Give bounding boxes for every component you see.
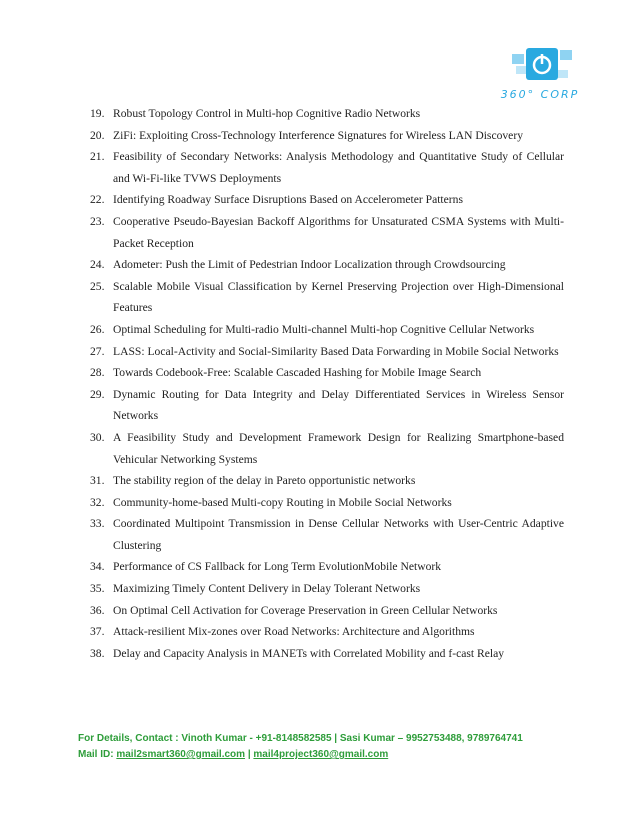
list-item xyxy=(90,600,564,622)
item-title: Cooperative Pseudo-Bayesian Backoff Algorithms for Unsaturated CSMA Systems with Multi-Packet Reception xyxy=(113,214,564,250)
item-number: 33. xyxy=(90,517,105,531)
item-title: The stability region of the delay in Pareto opportunistic networks xyxy=(113,474,416,488)
item-title: Scalable Mobile Visual Classification by Kernel Preserving Projection over High-Dimensional Features xyxy=(113,279,564,315)
list-item xyxy=(90,513,564,556)
list-item xyxy=(90,103,564,125)
item-title: Attack-resilient Mix-zones over Road Networks: Architecture and Algorithms xyxy=(113,625,475,639)
item-number: 36. xyxy=(90,603,105,617)
item-title: ZiFi: Exploiting Cross-Technology Interference Signatures for Wireless LAN Discovery xyxy=(113,128,523,142)
list-item xyxy=(90,384,564,427)
item-number: 23. xyxy=(90,214,105,228)
item-number: 21. xyxy=(90,150,105,164)
item-title: Delay and Capacity Analysis in MANETs with Correlated Mobility and f-cast Relay xyxy=(113,646,505,660)
list-item xyxy=(90,211,564,254)
list-item xyxy=(90,578,564,600)
item-title: Feasibility of Secondary Networks: Analysis Methodology and Quantitative Study of Cellular and Wi-Fi-like TVWS Deployments xyxy=(113,150,564,185)
item-number: 32. xyxy=(90,495,105,509)
item-number: 24. xyxy=(90,258,105,272)
contact-line: For Details, Contact : Vinoth Kumar - +91-8148582585 | Sasi Kumar – 9952753488, 9789764741 xyxy=(78,733,523,744)
mail-label: Mail ID: xyxy=(78,749,117,760)
email-link-1[interactable]: mail2smart360@gmail.com xyxy=(116,749,246,760)
item-title: Coordinated Multipoint Transmission in Dense Cellular Networks with User-Centric Adaptive Clustering xyxy=(113,517,564,552)
item-number: 31. xyxy=(90,474,105,488)
paper-list xyxy=(90,103,564,664)
item-number: 19. xyxy=(90,107,105,120)
item-title: Dynamic Routing for Data Integrity and Delay Differentiated Services in Wireless Sensor Networks xyxy=(113,387,564,423)
list-item xyxy=(90,146,564,189)
list-item xyxy=(90,621,564,643)
list-item xyxy=(90,643,564,665)
item-title: Community-home-based Multi-copy Routing in Mobile Social Networks xyxy=(113,495,452,509)
item-title: Performance of CS Fallback for Long Term EvolutionMobile Network xyxy=(113,560,442,574)
email-link-2[interactable]: mail4project360@gmail.com xyxy=(253,749,389,760)
list-item xyxy=(90,254,564,276)
item-title: LASS: Local-Activity and Social-Similarity Based Data Forwarding in Mobile Social Networks xyxy=(113,344,559,358)
list-item xyxy=(90,319,564,341)
list-item xyxy=(90,427,564,470)
item-number: 26. xyxy=(90,322,105,336)
item-number: 37. xyxy=(90,625,105,639)
item-title: Robust Topology Control in Multi-hop Cognitive Radio Networks xyxy=(113,107,421,120)
list-item xyxy=(90,556,564,578)
item-title: On Optimal Cell Activation for Coverage Preservation in Green Cellular Networks xyxy=(113,603,498,617)
power-icon xyxy=(510,44,574,88)
item-title: A Feasibility Study and Development Framework Design for Realizing Smartphone-based Vehicular Networking Systems xyxy=(113,430,564,466)
item-number: 22. xyxy=(90,193,105,207)
list-item xyxy=(90,362,564,384)
item-number: 25. xyxy=(90,279,105,293)
item-number: 28. xyxy=(90,366,105,380)
item-title: Optimal Scheduling for Multi-radio Multi-channel Multi-hop Cognitive Cellular Networks xyxy=(113,322,535,336)
email-separator: | xyxy=(245,749,254,760)
company-logo xyxy=(492,44,588,108)
item-number: 30. xyxy=(90,430,105,444)
item-number: 38. xyxy=(90,646,105,660)
item-number: 34. xyxy=(90,560,105,574)
contact-footer xyxy=(78,731,598,763)
item-title: Towards Codebook-Free: Scalable Cascaded Hashing for Mobile Image Search xyxy=(113,366,482,380)
list-item xyxy=(90,492,564,514)
item-number: 29. xyxy=(90,387,105,401)
item-title: Adometer: Push the Limit of Pedestrian Indoor Localization through Crowdsourcing xyxy=(113,258,506,272)
list-item xyxy=(90,276,564,319)
item-number: 35. xyxy=(90,582,105,596)
item-number: 20. xyxy=(90,128,105,142)
item-number: 27. xyxy=(90,344,105,358)
list-item xyxy=(90,189,564,211)
list-item xyxy=(90,341,564,363)
list-item xyxy=(90,470,564,492)
item-title: Maximizing Timely Content Delivery in Delay Tolerant Networks xyxy=(113,582,421,596)
logo-text: 360° CORP xyxy=(500,88,580,101)
mail-line xyxy=(78,747,598,763)
list-item xyxy=(90,125,564,147)
item-title: Identifying Roadway Surface Disruptions Based on Accelerometer Patterns xyxy=(113,193,463,207)
